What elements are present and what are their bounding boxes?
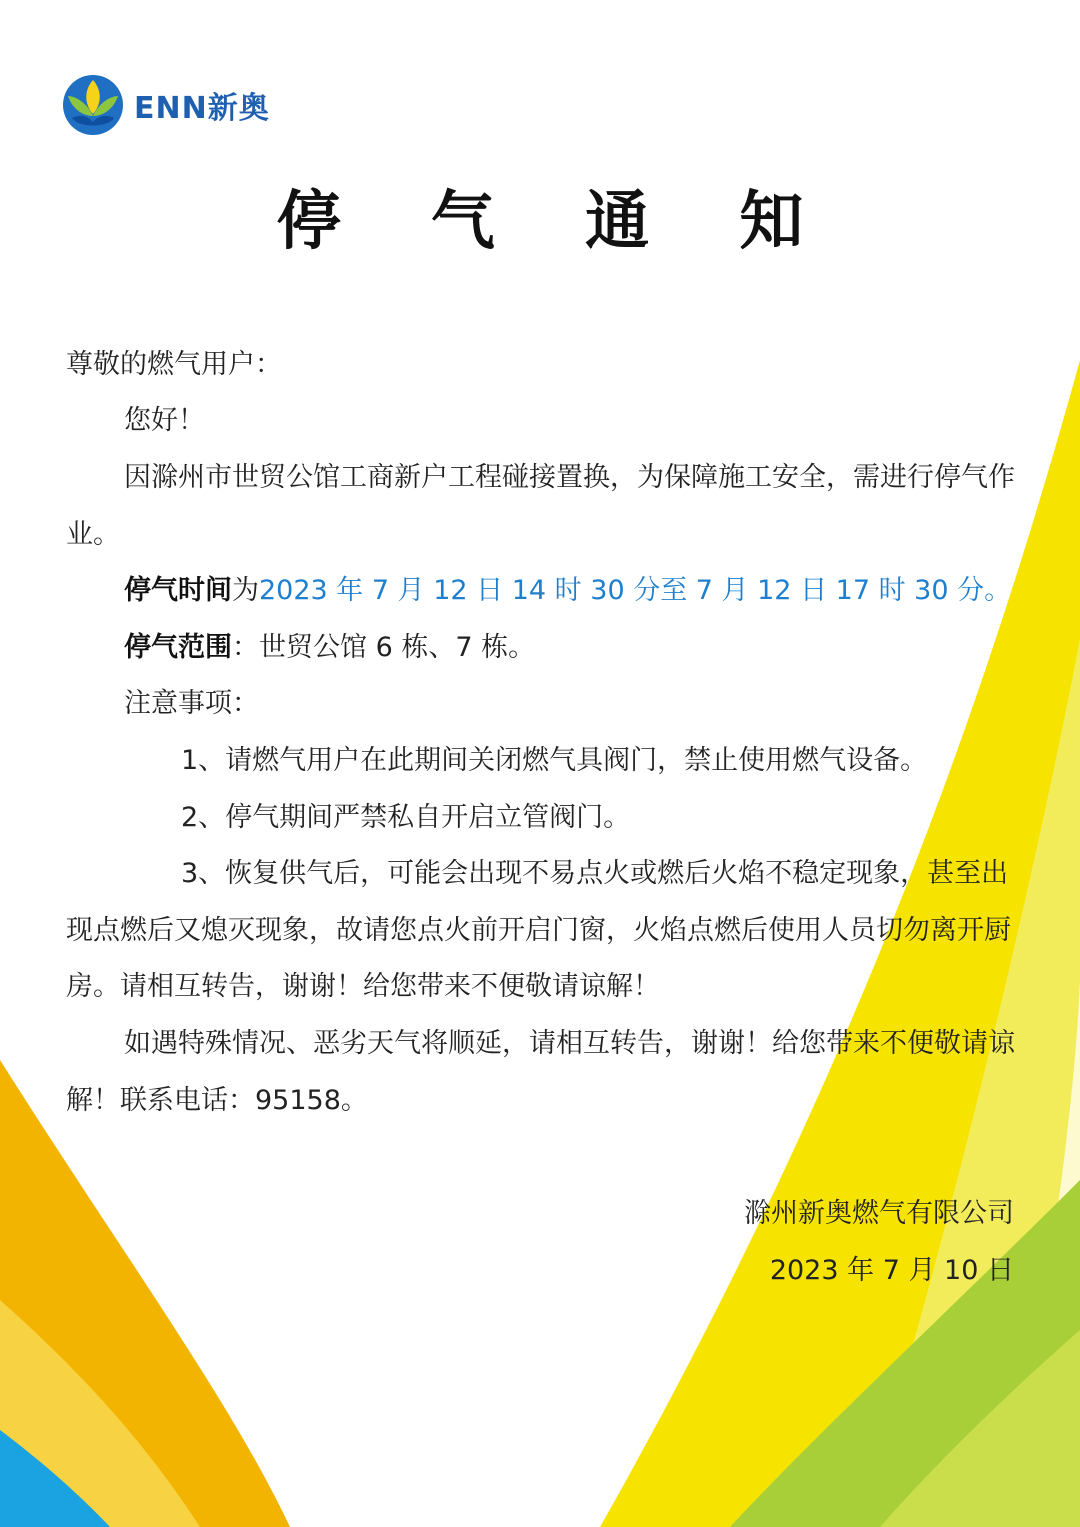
outage-time-line — [66, 563, 1016, 620]
logo-wordmark: ENN新奥 — [134, 91, 270, 126]
intro-paragraph: 因滁州市世贸公馆工商新户工程碰接置换，为保障施工安全，需进行停气作业。 — [66, 462, 1015, 550]
note-item-2: 2、停气期间严禁私自开启立管阀门。 — [181, 802, 631, 833]
notice-title: 停 气 通 知 — [276, 185, 838, 259]
note-item-3: 3、恢复供气后，可能会出现不易点火或燃后火焰不稳定现象，甚至出现点燃后又熄灭现象，故请您点火前开启门窗，火焰点燃后使用人员切勿离开厨房。请相互转告，谢谢！给您带来不便敬请谅解！ — [66, 858, 1011, 1002]
closing-paragraph: 如遇特殊情况、恶劣天气将顺延，请相互转告，谢谢！给您带来不便敬请谅解！联系电话：95158。 — [66, 1028, 1015, 1116]
notes-heading: 注意事项： — [124, 688, 259, 719]
enn-logo-icon — [62, 74, 124, 136]
company-logo — [62, 74, 270, 136]
outage-scope-line — [66, 620, 1016, 677]
signature-company: 滁州新奥燃气有限公司 — [744, 1198, 1014, 1229]
outage-time-connector: 为 — [232, 575, 259, 606]
hello-line: 您好！ — [124, 405, 205, 436]
note-item-1: 1、请燃气用户在此期间关闭燃气具阀门，禁止使用燃气设备。 — [181, 745, 928, 776]
outage-time-value: 2023 年 7 月 12 日 14 时 30 分至 7 月 12 日 17 时 30 分。 — [259, 575, 1012, 606]
signature-date: 2023 年 7 月 10 日 — [769, 1255, 1014, 1286]
outage-time-label: 停气时间 — [124, 575, 232, 606]
outage-scope-label: 停气范围 — [124, 632, 232, 663]
outage-scope-value: ：世贸公馆 6 栋、7 栋。 — [232, 632, 536, 663]
greeting: 尊敬的燃气用户： — [66, 349, 282, 380]
